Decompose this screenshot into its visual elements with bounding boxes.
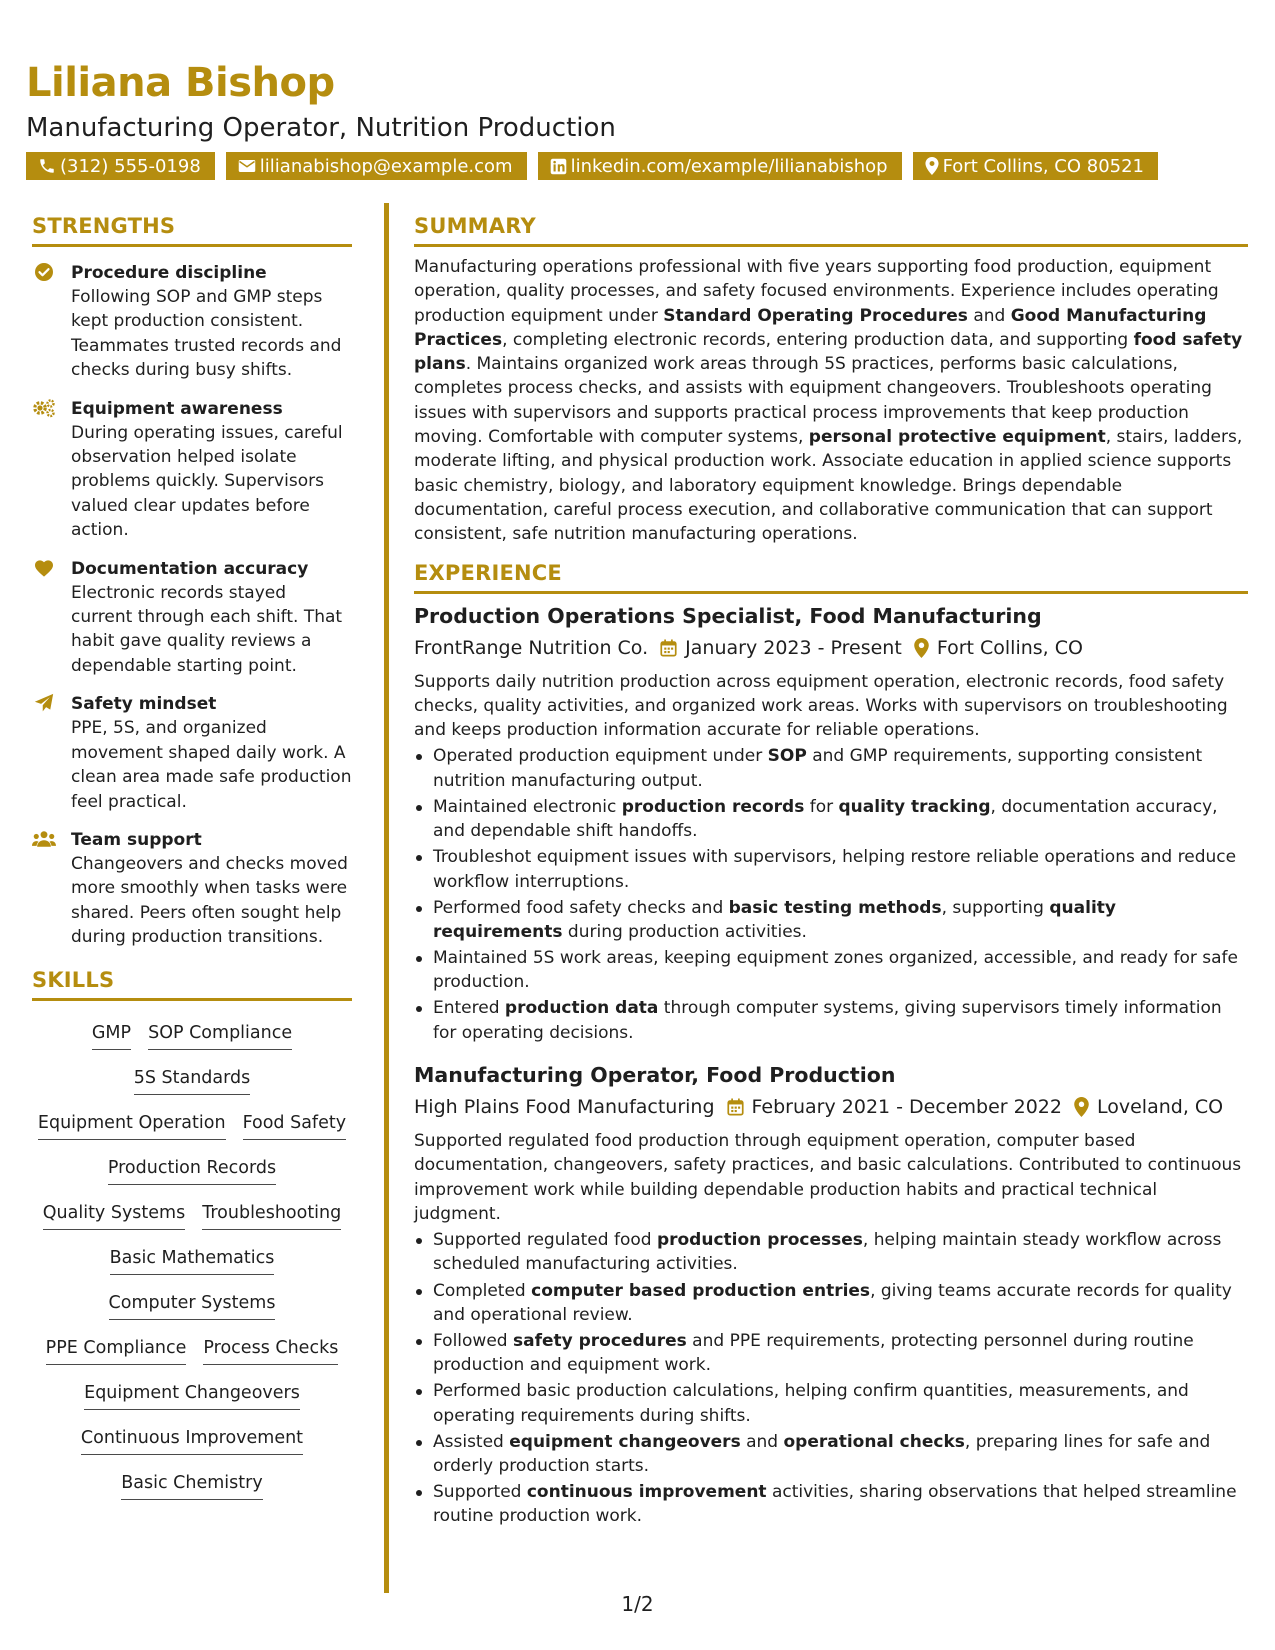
job-bullet xyxy=(414,845,1248,894)
contact-email-text: lilianabishop@example.com xyxy=(259,155,513,177)
skill-tag: Basic Chemistry xyxy=(121,1471,262,1500)
contact-phone[interactable] xyxy=(26,152,215,180)
job-bullet xyxy=(414,1279,1248,1328)
strength-item xyxy=(32,261,352,383)
summary-heading: SUMMARY xyxy=(414,214,536,238)
skill-tag: Computer Systems xyxy=(109,1291,276,1320)
skill-tag: Equipment Operation xyxy=(38,1111,226,1140)
contact-linkedin-text: linkedin.com/example/lilianabishop xyxy=(570,155,888,177)
summary-emphasis: food safety plans xyxy=(414,329,1243,375)
strength-title: Team support xyxy=(71,829,202,850)
strength-title: Procedure discipline xyxy=(71,263,267,283)
job-bullets xyxy=(414,1228,1248,1529)
candidate-name: Liliana Bishop xyxy=(26,60,335,106)
job-entry xyxy=(414,1061,1248,1529)
skill-tag: Food Safety xyxy=(243,1111,347,1140)
job-bullet xyxy=(414,1329,1248,1378)
bullet-emphasis: safety procedures xyxy=(512,1330,687,1351)
bullet-text: , supporting xyxy=(941,897,1050,918)
phone-icon xyxy=(38,157,56,175)
strength-item xyxy=(32,692,352,814)
bullet-text: and xyxy=(740,1431,784,1452)
users-icon xyxy=(32,828,56,850)
bullet-text: Assisted xyxy=(433,1431,510,1452)
gears-icon xyxy=(32,397,56,419)
bullet-text: , documentation accuracy, and dependable shift handoffs. xyxy=(433,796,1218,842)
skills-row xyxy=(32,1066,352,1111)
contact-phone-text: (312) 555-0198 xyxy=(60,155,201,177)
strength-description: Electronic records stayed current through each shift. That habit gave quality reviews a dependable starting point. xyxy=(71,582,343,676)
experience-section xyxy=(414,561,1248,1529)
bullet-emphasis: quality tracking xyxy=(838,796,991,817)
right-column xyxy=(414,214,1248,1531)
bullet-text: through computer systems, giving supervisors timely information for operating decisions. xyxy=(433,998,1222,1043)
bullet-emphasis: SOP xyxy=(767,746,807,767)
job-dates: February 2021 - December 2022 xyxy=(751,1096,1062,1118)
job-company: FrontRange Nutrition Co. xyxy=(414,636,649,659)
summary-rule xyxy=(414,244,1248,247)
page-number: 1/2 xyxy=(621,1592,654,1616)
bullet-text: Entered xyxy=(433,998,505,1019)
skills-list xyxy=(32,1021,352,1516)
map-pin-icon xyxy=(925,157,939,175)
bullet-text: , giving teams accurate records for quality and operational review. xyxy=(433,1280,1232,1325)
bullet-text: and GMP requirements, supporting consistent nutrition manufacturing output. xyxy=(433,746,1203,791)
strength-title: Equipment awareness xyxy=(71,398,283,419)
skill-tag: 5S Standards xyxy=(134,1066,251,1095)
heart-icon xyxy=(32,557,56,579)
job-bullet xyxy=(414,1430,1248,1479)
summary-text: . Maintains organized work areas through 5S practices, performs basic calculations, completes process checks, and assists with equipment changeovers. Troubleshoots operating issues with supervisors and supports practical process improvements that keep production moving. Comfortable with computer systems, xyxy=(414,354,1212,448)
job-description: Supported regulated food production through equipment operation, computer based documentation, changeovers, safety practices, and basic calculations. Contributed to continuous improvement work while building dependable production habits and practical technical judgment. xyxy=(414,1131,1242,1224)
map-pin-icon xyxy=(1074,1097,1089,1117)
paper-plane-icon xyxy=(32,692,56,714)
bullet-text: Performed food safety checks and xyxy=(433,897,729,918)
bullet-text: , preparing lines for safe and orderly production starts. xyxy=(433,1431,1211,1477)
contact-linkedin[interactable] xyxy=(538,152,902,180)
bullet-text: and PPE requirements, protecting personnel during routine production and equipment work. xyxy=(433,1330,1194,1376)
skills-row xyxy=(32,1426,352,1471)
strengths-section xyxy=(32,214,352,950)
job-bullet xyxy=(414,946,1248,995)
job-bullets xyxy=(414,744,1248,1045)
skills-row xyxy=(32,1291,352,1336)
strengths-rule xyxy=(32,244,352,247)
strength-title: Documentation accuracy xyxy=(71,558,309,579)
strength-description: During operating issues, careful observation helped isolate problems quickly. Supervisors valued clear updates before action. xyxy=(71,422,343,541)
job-meta xyxy=(414,634,1248,662)
envelope-icon xyxy=(238,158,256,174)
bullet-text: Troubleshot equipment issues with supervisors, helping restore reliable operations and reduce workflow interruptions. xyxy=(433,847,1237,892)
check-circle-icon xyxy=(32,261,56,283)
experience-rule xyxy=(414,591,1248,594)
strength-description: PPE, 5S, and organized movement shaped daily work. A clean area made safe production feel practical. xyxy=(71,718,352,812)
job-bullet xyxy=(414,1379,1248,1428)
summary-text: , stairs, ladders, moderate lifting, and physical production work. Associate education in applied science supports basic chemistry, biology, and laboratory equipment knowledge. Brings dependable documentation, careful process execution, and collaborative communication that can support consistent, safe nutrition manufacturing operations. xyxy=(414,427,1243,545)
skill-tag: Troubleshooting xyxy=(202,1201,341,1230)
calendar-icon xyxy=(660,639,677,657)
skills-section xyxy=(32,968,352,1516)
job-location: Loveland, CO xyxy=(1096,1096,1224,1118)
bullet-emphasis: quality requirements xyxy=(433,897,1116,942)
summary-text: , completing electronic records, entering production data, and supporting xyxy=(502,329,1134,350)
bullet-text: Supported regulated food xyxy=(433,1230,657,1251)
skills-row xyxy=(32,1156,352,1201)
bullet-text: , helping maintain steady workflow across scheduled manufacturing activities. xyxy=(433,1230,1222,1275)
job-company: High Plains Food Manufacturing xyxy=(414,1096,715,1118)
skills-heading: SKILLS xyxy=(32,967,115,992)
skill-tag: Process Checks xyxy=(203,1336,338,1365)
map-pin-icon xyxy=(914,638,929,658)
summary-emphasis: Good Manufacturing Practices xyxy=(414,305,1207,350)
skill-tag: Quality Systems xyxy=(43,1201,185,1230)
skills-row xyxy=(32,1021,352,1066)
bullet-emphasis: continuous improvement xyxy=(526,1482,767,1503)
bullet-emphasis: production data xyxy=(504,998,659,1019)
job-bullet xyxy=(414,896,1248,945)
column-divider xyxy=(384,203,389,1593)
contact-email[interactable] xyxy=(226,152,527,180)
job-title: Production Operations Specialist, Food Manufacturing xyxy=(414,603,1042,628)
bullet-text: activities, sharing observations that helped streamline routine production work. xyxy=(433,1482,1237,1527)
bullet-text: Maintained electronic xyxy=(433,796,622,817)
summary-section xyxy=(414,214,1248,547)
bullet-emphasis: equipment changeovers xyxy=(509,1431,741,1452)
strength-description: Following SOP and GMP steps kept production consistent. Teammates trusted records and checks during busy shifts. xyxy=(71,287,342,381)
job-bullet xyxy=(414,1228,1248,1277)
strength-item xyxy=(32,557,352,679)
summary-text: and xyxy=(967,305,1011,326)
job-description: Supports daily nutrition production across equipment operation, electronic records, food safety checks, quality activities, and organized work areas. Works with supervisors on troubleshooting and keeps production information accurate for reliable operations. xyxy=(414,671,1228,741)
skills-row xyxy=(32,1336,352,1381)
skill-tag: GMP xyxy=(92,1021,131,1050)
contact-bar xyxy=(26,152,1158,180)
job-bullet xyxy=(414,795,1248,844)
job-dates: January 2023 - Present xyxy=(685,636,902,659)
strengths-list xyxy=(32,261,352,950)
job-bullet xyxy=(414,996,1248,1045)
bullet-text: for xyxy=(804,796,839,817)
skill-tag: Basic Mathematics xyxy=(110,1246,275,1275)
linkedin-icon xyxy=(550,158,567,175)
job-location: Fort Collins, CO xyxy=(936,636,1083,659)
strengths-heading: STRENGTHS xyxy=(32,214,176,238)
skill-tag: Production Records xyxy=(108,1156,276,1185)
bullet-emphasis: computer based production entries xyxy=(531,1280,871,1301)
contact-location-text: Fort Collins, CO 80521 xyxy=(942,155,1144,177)
bullet-text: Performed basic production calculations, helping confirm quantities, measurements, and operating requirements during shifts. xyxy=(433,1381,1189,1426)
bullet-emphasis: operational checks xyxy=(783,1431,965,1452)
job-title: Manufacturing Operator, Food Production xyxy=(414,1063,896,1087)
job-bullet xyxy=(414,1480,1248,1529)
bullet-text: Maintained 5S work areas, keeping equipment zones organized, accessible, and ready for safe production. xyxy=(433,948,1239,993)
left-column xyxy=(32,214,352,1516)
skills-row xyxy=(32,1246,352,1291)
strength-item xyxy=(32,828,352,950)
strength-description: Changeovers and checks moved more smoothly when tasks were shared. Peers often sought help during production transitions. xyxy=(71,853,348,948)
job-entry xyxy=(414,602,1248,1045)
skills-row xyxy=(32,1111,352,1156)
calendar-icon xyxy=(727,1098,744,1116)
summary-paragraph xyxy=(414,255,1248,547)
bullet-text: Supported xyxy=(433,1482,527,1503)
bullet-emphasis: production records xyxy=(621,796,805,817)
skill-tag: Equipment Changeovers xyxy=(84,1381,300,1410)
skills-row xyxy=(32,1381,352,1426)
summary-text: Manufacturing operations professional with five years supporting food production, equipment operation, quality processes, and safety focused environments. Experience includes operating production equipment under xyxy=(414,257,1219,326)
job-meta xyxy=(414,1093,1248,1121)
bullet-text: Completed xyxy=(433,1280,532,1301)
experience-heading: EXPERIENCE xyxy=(414,560,562,585)
contact-location xyxy=(913,152,1158,180)
skills-row xyxy=(32,1201,352,1246)
skills-row xyxy=(32,1471,352,1516)
job-bullet xyxy=(414,744,1248,793)
bullet-text: Followed xyxy=(433,1330,513,1351)
summary-emphasis: personal protective equipment xyxy=(808,427,1106,448)
strength-item xyxy=(32,397,352,543)
candidate-headline: Manufacturing Operator, Nutrition Production xyxy=(26,113,616,143)
skills-rule xyxy=(32,998,352,1001)
bullet-text: during production activities. xyxy=(562,921,807,942)
strength-title: Safety mindset xyxy=(71,694,217,715)
skill-tag: SOP Compliance xyxy=(148,1021,292,1050)
skill-tag: PPE Compliance xyxy=(46,1336,187,1365)
summary-emphasis: Standard Operating Procedures xyxy=(663,305,968,326)
bullet-text: Operated production equipment under xyxy=(433,746,768,767)
bullet-emphasis: basic testing methods xyxy=(728,897,942,918)
skill-tag: Continuous Improvement xyxy=(81,1426,303,1455)
bullet-emphasis: production processes xyxy=(656,1230,863,1251)
